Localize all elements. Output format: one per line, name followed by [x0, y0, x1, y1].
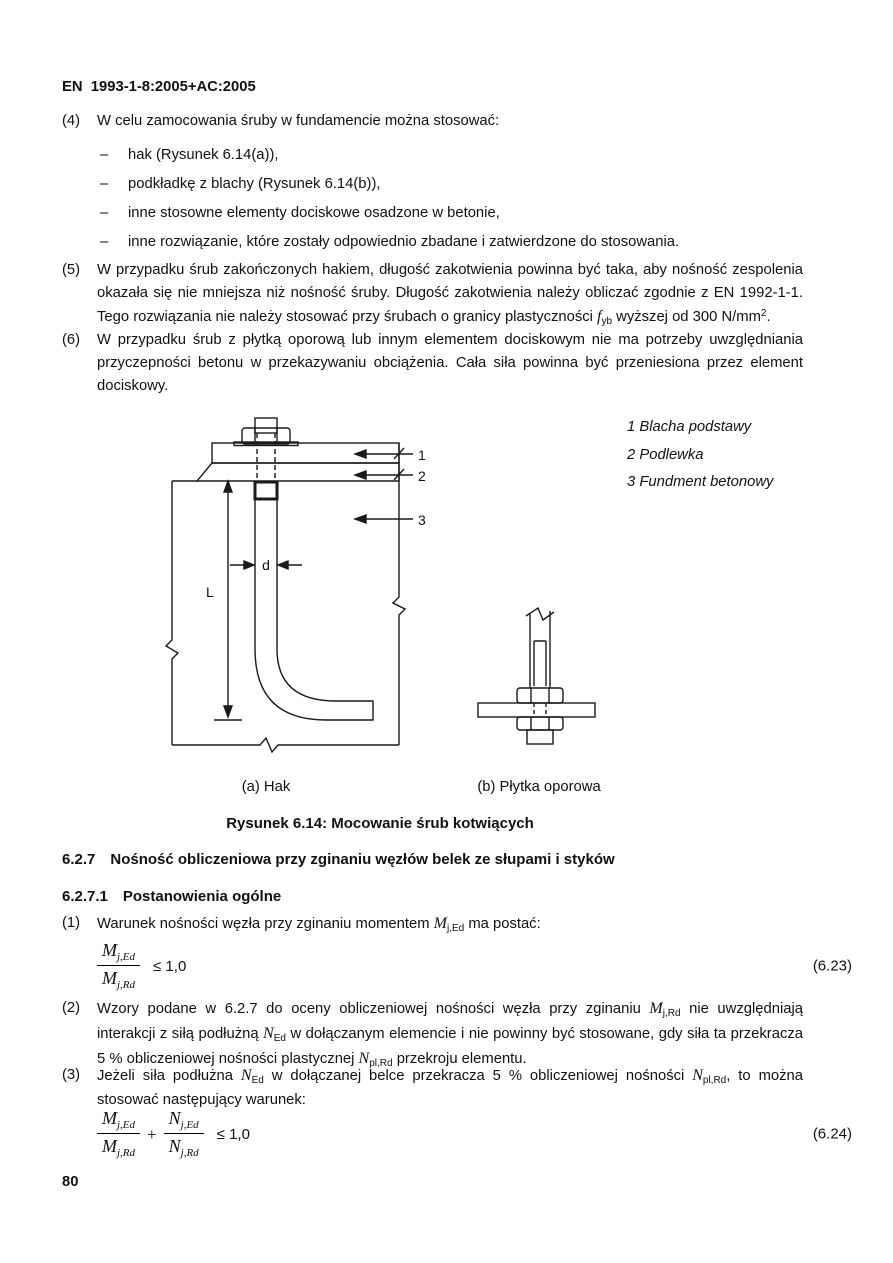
page-header: EN 1993-1-8:2005+AC:2005 — [62, 79, 256, 95]
dash-bullet: – — [100, 176, 109, 192]
fraction — [97, 1108, 140, 1161]
nut-facets — [531, 717, 549, 730]
hidden-bolt-shaft — [534, 703, 546, 717]
math-subscript: pl,Rd — [702, 1075, 727, 1086]
arrowhead — [355, 450, 366, 458]
figure-label-1: 1 — [418, 447, 426, 463]
list-item-text: hak (Rysunek 6.14(a)), — [128, 147, 279, 163]
equation-condition: ≤ 1,0 — [153, 957, 187, 975]
dimension-d-label: d — [262, 557, 270, 573]
paragraph-text — [97, 997, 803, 1072]
math-var: N — [358, 1050, 370, 1067]
numerator — [97, 940, 140, 965]
paragraph-1 — [62, 912, 803, 937]
denominator — [164, 1133, 204, 1161]
figure-caption: Rysunek 6.14: Mocowanie śrub kotwiących — [226, 815, 534, 832]
math-var: N — [168, 1107, 181, 1128]
text-run: . — [766, 309, 771, 325]
equation-6-24 — [97, 1106, 852, 1162]
hook-bend — [255, 649, 373, 720]
grout-layer — [197, 463, 399, 481]
page-number: 80 — [62, 1174, 79, 1190]
section-heading-6-2-7 — [62, 848, 615, 871]
text-run: W przypadku śrub zakończonych hakiem, długość zakotwienia powinna być taka, aby nośność zespolenia okazała się nie mniejsza niż nośność śruby. Długość zakotwienia należy obliczać zgodnie z EN 1992-1-1. Tego rozwiązania nie należy stosować przy śrubach o granicy plastyczności — [97, 262, 803, 325]
numerator — [97, 1108, 140, 1133]
list-item-text: inne rozwiązanie, które zostały odpowiednio zbadane i zatwierdzone do stosowania. — [128, 234, 680, 250]
subfigure-b-caption: (b) Płytka oporowa — [477, 779, 601, 795]
math-var: N — [168, 1135, 181, 1156]
legend-item: 3 Fundment betonowy — [627, 474, 774, 490]
math-var: M — [102, 1135, 117, 1156]
math-var: M — [433, 915, 447, 932]
bolt-shaft — [255, 499, 277, 649]
nut-facets — [531, 688, 549, 703]
concrete-left-edge — [166, 481, 178, 745]
math-var: M — [102, 939, 117, 960]
math-var: N — [263, 1025, 274, 1042]
dash-bullet: – — [100, 205, 109, 221]
list-item-text: podkładkę z blachy (Rysunek 6.14(b)), — [128, 176, 381, 192]
equation-number: (6.24) — [812, 1125, 852, 1143]
math-subscript: j,Ed — [446, 923, 465, 934]
hidden-bolt-shaft — [257, 433, 275, 482]
text-run: w dołączanej belce przekracza 5 % obliczeniowej nośności — [263, 1068, 693, 1084]
text-run: Wzory podane w 6.2.7 do oceny obliczeniowej nośności węzła przy zginaniu — [97, 1001, 650, 1017]
dimension-L-label: L — [206, 584, 214, 600]
equation-condition: ≤ 1,0 — [216, 1125, 250, 1143]
paragraph-text — [97, 912, 803, 937]
superscript: 2 — [760, 308, 767, 319]
list-item — [97, 231, 803, 254]
dash-bullet: – — [100, 147, 109, 163]
arrowhead — [355, 515, 366, 523]
text-run: wyższej od 300 N/mm — [612, 309, 761, 325]
paragraph-4 — [62, 110, 803, 133]
arrowhead — [244, 561, 254, 569]
equation-6-23 — [97, 938, 852, 994]
concrete-right-edge — [393, 443, 405, 745]
paragraph-text: W przypadku śrub z płytką oporową lub innym elementem dociskowym nie ma potrzeby uwzględniania przyczepności betonu w przekazywaniu obciążenia. Cała siła powinna być przeniesiona przez element dociskowy. — [97, 332, 803, 394]
text-run: przekroju elementu. — [392, 1051, 527, 1067]
list-item — [97, 144, 803, 167]
bolt-tail — [527, 730, 553, 744]
section-title: Postanowienia ogólne — [122, 888, 282, 905]
section-title: Nośność obliczeniowa przy zginaniu węzłów belek ze słupami i styków — [110, 851, 615, 868]
paragraph-number: (5) — [62, 262, 81, 278]
math-var: M — [649, 1000, 663, 1017]
list-item-text: inne stosowne elementy dociskowe osadzone w betonie, — [128, 205, 500, 221]
text-run: Warunek nośności węzła przy zginaniu momentem — [97, 916, 434, 932]
math-subscript: j,Ed — [180, 1118, 199, 1131]
section-number: 6.2.7.1 — [62, 888, 108, 905]
anchor-sleeve — [255, 482, 277, 499]
math-subscript: j,Ed — [117, 950, 136, 963]
figure-label-3: 3 — [418, 512, 426, 528]
section-heading-6-2-7-1 — [62, 885, 281, 908]
figure-label-2: 2 — [418, 468, 426, 484]
text-run: nie uwzględniają interakcji z siłą podłużną — [97, 1001, 803, 1042]
concrete-bottom-edge — [172, 738, 399, 752]
math-subscript: j,Rd — [180, 1146, 199, 1159]
rod-sides — [530, 611, 550, 688]
paragraph-number: (4) — [62, 113, 81, 129]
list-item — [97, 173, 803, 196]
denominator — [97, 1133, 140, 1161]
arrowhead — [355, 471, 366, 479]
math-subscript: j,Rd — [117, 978, 136, 991]
paragraph-text — [97, 1064, 803, 1112]
legend-item: 1 Blacha podstawy — [627, 419, 752, 435]
lower-nut — [517, 717, 563, 730]
math-var: f — [597, 308, 602, 325]
math-var: M — [102, 967, 117, 988]
list-item — [97, 202, 803, 225]
text-run: ma postać: — [464, 916, 541, 932]
paragraph-number: (3) — [62, 1067, 81, 1083]
math-subscript: Ed — [251, 1075, 264, 1086]
text-run: Jeżeli siła podłużna — [97, 1068, 241, 1084]
paragraph-number: (2) — [62, 1000, 81, 1016]
paragraph-text — [97, 259, 803, 330]
arrowhead — [278, 561, 288, 569]
math-var: M — [102, 1107, 117, 1128]
subfigure-a-caption: (a) Hak — [241, 779, 291, 795]
figure-6-14-drawing — [150, 412, 620, 812]
paragraph-5 — [62, 259, 803, 330]
bolt-end — [255, 418, 277, 433]
paragraph-3 — [62, 1064, 803, 1112]
arrowhead — [224, 481, 232, 492]
threaded-section — [534, 641, 546, 686]
math-var: N — [692, 1067, 703, 1084]
math-subscript: j,Rd — [662, 1008, 681, 1019]
upper-nut — [517, 688, 563, 703]
fraction — [164, 1108, 204, 1161]
paragraph-number: (6) — [62, 332, 81, 348]
paragraph-number: (1) — [62, 915, 81, 931]
legend-item: 2 Podlewka — [627, 446, 704, 463]
fraction — [97, 940, 140, 993]
washer-plate — [478, 703, 595, 717]
math-subscript: j,Rd — [117, 1146, 136, 1159]
paragraph-2 — [62, 997, 803, 1072]
equation-number: (6.23) — [812, 957, 852, 975]
section-number: 6.2.7 — [62, 851, 96, 868]
math-var: N — [240, 1067, 252, 1084]
plus-operator: + — [147, 1124, 157, 1144]
paragraph-6 — [62, 329, 803, 398]
text-run: w dołączanym elemencie i nie powinny być stosowane, gdy siła ta przekracza 5 % obliczeniowej nośności plastycznej — [97, 1026, 803, 1067]
numerator — [164, 1108, 204, 1133]
figure-legend — [627, 414, 773, 497]
math-subscript: yb — [601, 316, 613, 327]
math-subscript: Ed — [273, 1033, 286, 1044]
paragraph-text: W celu zamocowania śruby w fundamencie można stosować: — [97, 113, 500, 129]
text-run: , to można stosować następujący warunek: — [97, 1068, 803, 1108]
math-subscript: j,Ed — [117, 1118, 136, 1131]
denominator — [97, 965, 140, 993]
dash-bullet: – — [100, 234, 109, 250]
arrowhead — [224, 706, 232, 717]
math-subscript: pl,Rd — [369, 1058, 393, 1069]
